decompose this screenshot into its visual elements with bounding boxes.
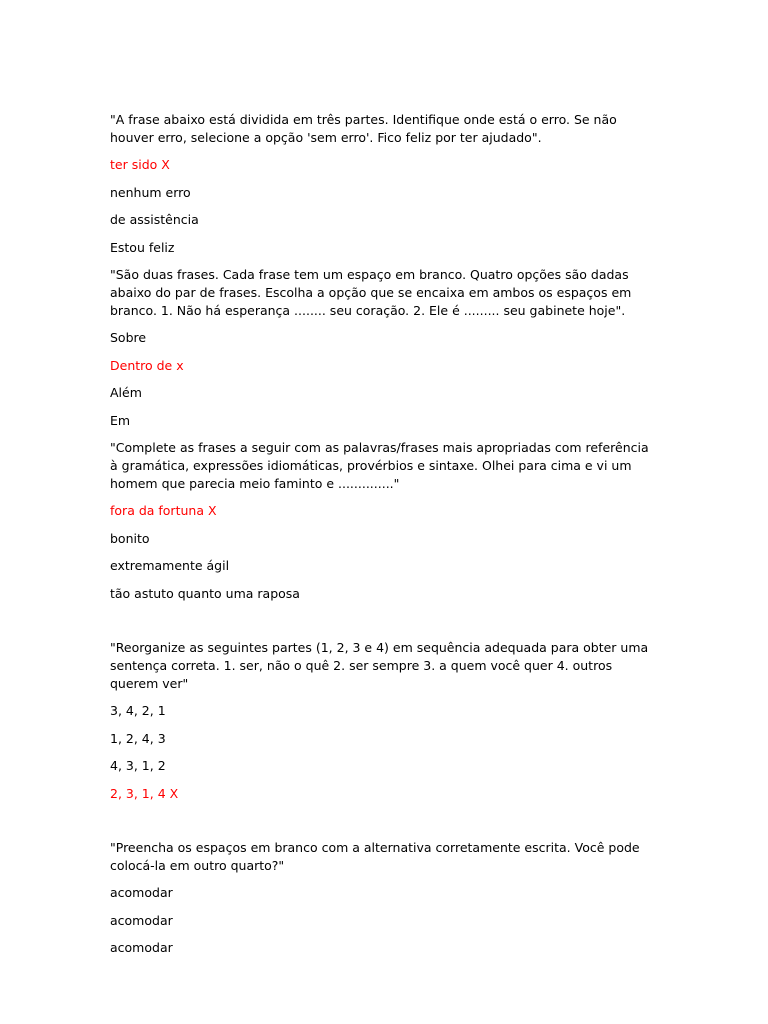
question-4-option-4: 2, 3, 1, 4 X	[110, 785, 179, 801]
question-2-option-1: Sobre	[110, 330, 147, 345]
question-5-option-2: acomodar	[110, 912, 173, 928]
section-gap	[110, 812, 658, 839]
question-3-option-1: fora da fortuna X	[110, 503, 217, 518]
question-1-option-2: nenhum erro	[110, 184, 191, 200]
question-1-option-1: ter sido X	[110, 157, 170, 172]
question-3-option-2: bonito	[110, 530, 150, 546]
question-2-option-2: Dentro de x	[110, 357, 184, 373]
section-gap	[110, 612, 658, 639]
question-3-text: "Complete as frases a seguir com as palavras/frases mais apropriadas com referência à gramática, expressões idiomáticas, provérbios e sintaxe. Olhei para cima e vi um homem que parecia meio faminto e .............."	[110, 440, 649, 491]
question-5-option-3: acomodar	[110, 940, 173, 955]
question-4-text: "Reorganize as seguintes partes (1, 2, 3 e 4) em sequência adequada para obter uma sentença correta. 1. ser, não o quê 2. ser sempre 3. a quem você quer 4. outros querem ver"	[110, 640, 649, 691]
question-2-option-4: Em	[110, 412, 131, 428]
question-1-option-3: de assistência	[110, 212, 199, 227]
question-3-option-4: tão astuto quanto uma raposa	[110, 585, 300, 601]
question-1-text: "A frase abaixo está dividida em três partes. Identifique onde está o erro. Se não houver erro, selecione a opção 'sem erro'. Fico feliz por ter ajudado".	[110, 112, 617, 145]
document-content	[110, 111, 658, 967]
question-3-option-3: extremamente ágil	[110, 558, 230, 573]
question-4-option-1: 3, 4, 2, 1	[110, 703, 166, 718]
question-5-text: "Preencha os espaços em branco com a alternativa corretamente escrita. Você pode colocá-la em outro quarto?"	[110, 840, 640, 873]
question-2-text: "São duas frases. Cada frase tem um espaço em branco. Quatro opções são dadas abaixo do par de frases. Escolha a opção que se encaixa em ambos os espaços em branco. 1. Não há esperança ........ seu coração. 2. Ele é ......... seu gabinete hoje".	[110, 267, 632, 318]
question-4-option-3: 4, 3, 1, 2	[110, 758, 166, 773]
question-2-option-3: Além	[110, 385, 142, 400]
question-1-option-4: Estou feliz	[110, 239, 175, 255]
question-4-option-2: 1, 2, 4, 3	[110, 730, 166, 746]
question-5-option-1: acomodar	[110, 885, 173, 900]
